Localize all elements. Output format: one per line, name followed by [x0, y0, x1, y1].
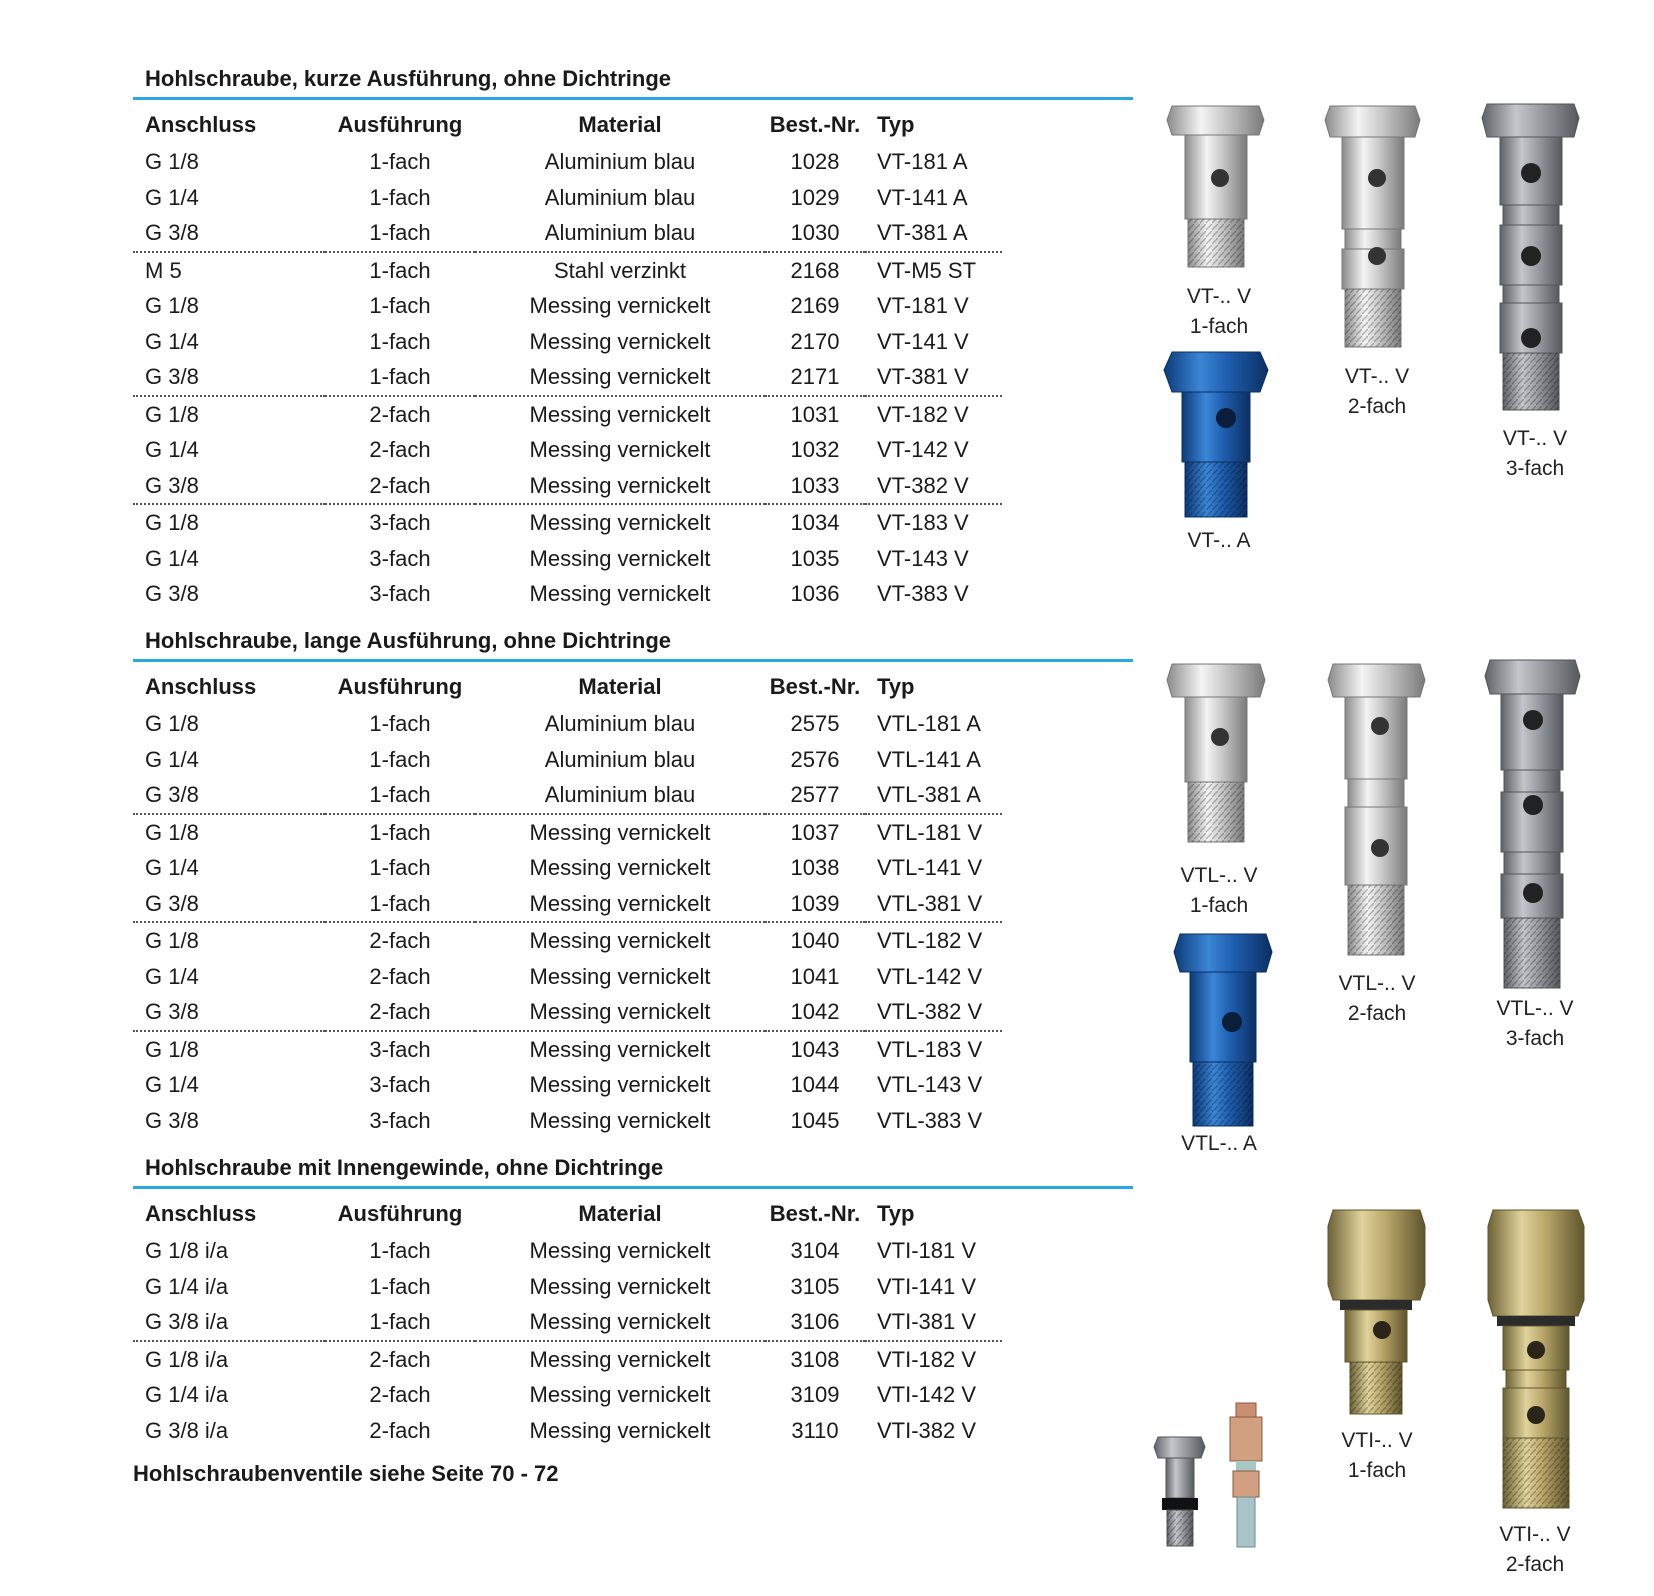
ausfuehrung-cell: 2-fach [369, 1382, 431, 1407]
anschluss-cell: G 1/8 [145, 1036, 199, 1062]
best-nr-cell: 2169 [790, 293, 840, 318]
column-header-material: Material [578, 112, 662, 138]
anschluss-cell: G 3/8 [133, 215, 325, 252]
caption-vt-v-2fach: VT-.. V 2-fach [1344, 365, 1410, 418]
ausfuehrung-cell: 3-fach [369, 1107, 431, 1133]
caption-vt-v-3fach: VT-.. V 3-fach [1502, 427, 1568, 480]
table-header-row [133, 668, 1002, 706]
anschluss-cell: G 3/8 i/a [133, 1304, 325, 1341]
typ-cell: VT-142 V [877, 437, 969, 462]
best-nr-cell: 3105 [790, 1273, 840, 1299]
material-cell: Messing vernickelt [529, 581, 711, 606]
ausfuehrung-cell: 2-fach [369, 963, 431, 989]
table-row [133, 180, 1002, 216]
best-nr-cell: 1038 [790, 855, 840, 880]
ausfuehrung-cell: 2-fach [369, 401, 431, 427]
column-header-best-nr: Best.-Nr. [769, 1201, 861, 1227]
anschluss-cell: G 3/8 [133, 359, 325, 396]
material-cell: Messing vernickelt [529, 1417, 711, 1443]
table-row [133, 777, 1002, 814]
section-rule [133, 97, 1133, 100]
table-row [133, 1103, 1002, 1139]
anschluss-cell: G 1/4 [145, 184, 199, 210]
ausfuehrung-cell: 1-fach [369, 184, 431, 210]
anschluss-cell: G 1/8 [145, 401, 199, 427]
column-header-best-nr: Best.-Nr. [769, 112, 861, 138]
column-header-best-nr: Best.-Nr. [769, 674, 861, 700]
ausfuehrung-cell: 1-fach [369, 819, 431, 845]
material-cell: Messing vernickelt [529, 545, 711, 571]
vtl-v-3fach-image [1485, 660, 1580, 988]
caption-vtl-v-3fach: VTL-.. V 3-fach [1496, 997, 1574, 1050]
anschluss-cell: G 1/8 [145, 293, 199, 318]
anschluss-cell: M 5 [145, 257, 182, 283]
footer-note: Hohlschraubenventile siehe Seite 70 - 72 [133, 1461, 559, 1486]
ausfuehrung-cell: 1-fach [325, 215, 475, 252]
typ-cell: VT-141 V [877, 328, 969, 354]
best-nr-cell: 3108 [790, 1346, 840, 1372]
best-nr-cell: 1040 [790, 928, 840, 953]
material-cell: Messing vernickelt [529, 510, 711, 535]
table-row [133, 850, 1002, 886]
ausfuehrung-cell: 1-fach [369, 328, 431, 354]
product-table [133, 1195, 1002, 1448]
best-nr-cell: 1030 [765, 215, 865, 252]
caption-vti-v-2fach: VTI-.. V 2-fach [1499, 1523, 1571, 1576]
material-cell: Messing vernickelt [529, 819, 711, 845]
ausfuehrung-cell: 1-fach [369, 711, 431, 736]
section-title: Hohlschraube, kurze Ausführung, ohne Dichtringe [145, 66, 672, 91]
table-row [133, 994, 1002, 1031]
caption-vti-v-1fach: VTI-.. V 1-fach [1341, 1429, 1413, 1482]
table-row [133, 922, 1002, 959]
column-header-ausfuehrung: Ausführung [337, 674, 463, 700]
ausfuehrung-cell: 2-fach [369, 928, 431, 953]
vtl-v-1fach-image [1167, 664, 1265, 842]
ausfuehrung-cell: 1-fach [369, 855, 431, 880]
typ-cell: VT-M5 ST [877, 257, 977, 283]
best-nr-cell: 3104 [790, 1238, 840, 1263]
typ-cell: VTI-182 V [877, 1346, 977, 1372]
caption-vt-a: VT-.. A [1187, 529, 1251, 552]
best-nr-cell: 3110 [791, 1417, 839, 1443]
best-nr-cell: 3109 [790, 1382, 840, 1407]
table-row [133, 252, 1002, 289]
best-nr-cell: 1039 [765, 886, 865, 923]
anschluss-cell: G 1/8 [145, 928, 199, 953]
ausfuehrung-cell: 2-fach [325, 468, 475, 505]
anschluss-cell: G 3/8 i/a [145, 1417, 229, 1443]
ausfuehrung-cell: 1-fach [369, 1273, 431, 1299]
best-nr-cell: 2171 [765, 359, 865, 396]
vti-v-2fach-image [1488, 1210, 1584, 1508]
caption-vt-v-1fach: VT-.. V 1-fach [1186, 285, 1252, 338]
column-header-typ: Typ [877, 112, 915, 138]
ausfuehrung-cell: 3-fach [369, 1036, 431, 1062]
material-cell: Messing vernickelt [475, 886, 765, 923]
table-row [133, 576, 1002, 612]
table-row [133, 432, 1002, 468]
ausfuehrung-cell: 1-fach [369, 1238, 431, 1263]
table-header-row [133, 1195, 1002, 1233]
material-cell: Messing vernickelt [529, 1238, 711, 1263]
table-row [133, 1067, 1002, 1103]
table-row [133, 1269, 1002, 1305]
product-table [133, 668, 1002, 1138]
typ-cell: VT-183 V [877, 510, 969, 535]
anschluss-cell: G 3/8 [145, 581, 199, 606]
typ-cell: VTI-381 V [865, 1304, 1002, 1341]
vt-v-2fach-image [1325, 106, 1420, 347]
typ-cell: VT-141 A [877, 184, 968, 210]
material-cell: Messing vernickelt [529, 437, 711, 462]
typ-cell: VT-143 V [877, 545, 969, 571]
table-header-row [133, 106, 1002, 144]
table-row [133, 742, 1002, 778]
ausfuehrung-cell: 1-fach [325, 777, 475, 814]
ausfuehrung-cell: 1-fach [369, 293, 431, 318]
table-row [133, 706, 1002, 742]
section-rule [133, 659, 1133, 662]
section-internal-thread [133, 1154, 1133, 1448]
material-cell: Stahl verzinkt [553, 257, 687, 283]
best-nr-cell: 2577 [765, 777, 865, 814]
best-nr-cell: 1029 [790, 184, 840, 210]
best-nr-cell: 2170 [790, 328, 840, 354]
typ-cell: VT-382 V [865, 468, 1002, 505]
material-cell: Messing vernickelt [529, 963, 711, 989]
best-nr-cell: 2575 [790, 711, 840, 736]
column-header-material: Material [578, 674, 662, 700]
caption-vtl-v-2fach: VTL-.. V 2-fach [1338, 972, 1416, 1025]
typ-cell: VTL-381 V [865, 886, 1002, 923]
vti-v-1fach-image [1328, 1210, 1425, 1414]
anschluss-cell: G 3/8 [133, 777, 325, 814]
product-table [133, 106, 1002, 612]
typ-cell: VTL-383 V [877, 1107, 983, 1133]
anschluss-cell: G 3/8 [133, 468, 325, 505]
ausfuehrung-cell: 3-fach [369, 545, 431, 571]
material-cell: Messing vernickelt [475, 468, 765, 505]
ausfuehrung-cell: 1-fach [325, 1304, 475, 1341]
table-row [133, 396, 1002, 433]
table-row [133, 504, 1002, 541]
anschluss-cell: G 3/8 [133, 994, 325, 1031]
anschluss-cell: G 1/8 i/a [145, 1346, 229, 1372]
typ-cell: VTI-181 V [877, 1238, 977, 1263]
typ-cell: VTI-382 V [877, 1417, 977, 1443]
anschluss-cell: G 1/8 [145, 510, 199, 535]
ausfuehrung-cell: 1-fach [369, 149, 431, 174]
typ-cell: VTL-182 V [877, 928, 983, 953]
anschluss-cell: G 1/4 [145, 545, 199, 571]
material-cell: Messing vernickelt [529, 1107, 711, 1133]
anschluss-cell: G 1/8 i/a [145, 1238, 229, 1263]
table-row [133, 215, 1002, 252]
section-long [133, 627, 1133, 1138]
section-rule [133, 1186, 1133, 1189]
best-nr-cell: 1045 [790, 1107, 840, 1133]
typ-cell: VT-182 V [877, 401, 969, 427]
best-nr-cell: 1043 [790, 1036, 840, 1062]
material-cell: Messing vernickelt [529, 1072, 711, 1097]
material-cell: Aluminium blau [475, 215, 765, 252]
best-nr-cell: 1028 [790, 149, 840, 174]
best-nr-cell: 1032 [790, 437, 840, 462]
best-nr-cell: 1044 [790, 1072, 840, 1097]
caption-vtl-a: VTL-.. A [1181, 1132, 1257, 1155]
material-cell: Messing vernickelt [529, 1273, 711, 1299]
anschluss-cell: G 1/8 [145, 711, 199, 736]
table-row [133, 1031, 1002, 1068]
column-header-ausfuehrung: Ausführung [337, 112, 463, 138]
table-row [133, 814, 1002, 851]
vt-v-1fach-image [1167, 106, 1264, 267]
section-short [133, 65, 1133, 612]
ausfuehrung-cell: 2-fach [369, 437, 431, 462]
material-cell: Messing vernickelt [529, 328, 711, 354]
material-cell: Aluminium blau [544, 746, 696, 772]
ausfuehrung-cell: 1-fach [369, 257, 431, 283]
anschluss-cell: G 1/4 [145, 1072, 199, 1097]
column-header-anschluss: Anschluss [145, 112, 257, 138]
typ-cell: VTL-381 A [865, 777, 1002, 814]
anschluss-cell: G 3/8 [133, 886, 325, 923]
material-cell: Messing vernickelt [475, 994, 765, 1031]
anschluss-cell: G 1/8 [145, 149, 199, 174]
table-row [133, 1233, 1002, 1269]
typ-cell: VTI-141 V [877, 1273, 977, 1299]
anschluss-cell: G 1/8 [145, 819, 199, 845]
material-cell: Messing vernickelt [529, 928, 711, 953]
table-row [133, 1413, 1002, 1449]
typ-cell: VTL-141 V [877, 855, 983, 880]
best-nr-cell: 1042 [765, 994, 865, 1031]
best-nr-cell: 1037 [790, 819, 840, 845]
typ-cell: VT-381 A [865, 215, 1002, 252]
best-nr-cell: 2168 [790, 257, 840, 283]
ausfuehrung-cell: 3-fach [369, 581, 431, 606]
material-cell: Aluminium blau [544, 184, 696, 210]
column-header-anschluss: Anschluss [145, 674, 257, 700]
anschluss-cell: G 3/8 [145, 1107, 199, 1133]
material-cell: Aluminium blau [544, 149, 696, 174]
ausfuehrung-cell: 1-fach [369, 746, 431, 772]
table-row [133, 468, 1002, 505]
section-title: Hohlschraube, lange Ausführung, ohne Dichtringe [145, 628, 671, 653]
anschluss-cell: G 1/4 [145, 855, 199, 880]
material-cell: Messing vernickelt [529, 855, 711, 880]
best-nr-cell: 1031 [790, 401, 840, 427]
anschluss-cell: G 1/4 [145, 746, 199, 772]
material-cell: Messing vernickelt [529, 1382, 711, 1407]
material-cell: Messing vernickelt [529, 401, 711, 427]
ausfuehrung-cell: 3-fach [369, 1072, 431, 1097]
column-header-anschluss: Anschluss [145, 1201, 257, 1227]
caption-vtl-v-1fach: VTL-.. V 1-fach [1180, 864, 1258, 917]
table-row [133, 324, 1002, 360]
vt-a-image [1164, 352, 1268, 517]
typ-cell: VT-383 V [877, 581, 969, 606]
ausfuehrung-cell: 3-fach [369, 510, 431, 535]
table-row [133, 541, 1002, 577]
typ-cell: VTL-382 V [865, 994, 1002, 1031]
best-nr-cell: 1033 [765, 468, 865, 505]
column-header-typ: Typ [877, 1201, 915, 1227]
material-cell: Messing vernickelt [529, 1346, 711, 1372]
ausfuehrung-cell: 1-fach [325, 359, 475, 396]
vtl-v-2fach-image [1328, 664, 1425, 955]
table-row [133, 1304, 1002, 1341]
section-title: Hohlschraube mit Innengewinde, ohne Dichtringe [145, 1155, 664, 1180]
ausfuehrung-cell: 2-fach [325, 994, 475, 1031]
vt-v-3fach-image [1482, 104, 1579, 410]
table-row [133, 886, 1002, 923]
typ-cell: VT-381 V [865, 359, 1002, 396]
column-header-typ: Typ [877, 674, 915, 700]
typ-cell: VTL-181 V [877, 819, 983, 845]
ausfuehrung-cell: 2-fach [369, 1346, 431, 1372]
table-row [133, 359, 1002, 396]
material-cell: Messing vernickelt [529, 1036, 711, 1062]
column-header-ausfuehrung: Ausführung [337, 1201, 463, 1227]
anschluss-cell: G 1/4 i/a [145, 1273, 229, 1299]
anschluss-cell: G 1/4 [145, 963, 199, 989]
typ-cell: VTL-142 V [877, 963, 983, 989]
material-cell: Messing vernickelt [529, 293, 711, 318]
column-header-material: Material [578, 1201, 662, 1227]
anschluss-cell: G 1/4 [145, 328, 199, 354]
best-nr-cell: 3106 [765, 1304, 865, 1341]
vtl-a-image [1174, 934, 1272, 1126]
table-row [133, 959, 1002, 995]
anschluss-cell: G 1/4 [145, 437, 199, 462]
material-cell: Messing vernickelt [475, 359, 765, 396]
table-row [133, 1377, 1002, 1413]
typ-cell: VTL-183 V [877, 1036, 983, 1062]
table-row [133, 1341, 1002, 1378]
best-nr-cell: 1041 [790, 963, 840, 989]
material-cell: Messing vernickelt [475, 1304, 765, 1341]
table-row [133, 144, 1002, 180]
best-nr-cell: 1035 [790, 545, 840, 571]
small-valves-image [1154, 1403, 1262, 1547]
typ-cell: VT-181 A [877, 149, 968, 174]
typ-cell: VTL-141 A [877, 746, 981, 772]
material-cell: Aluminium blau [544, 711, 696, 736]
material-cell: Aluminium blau [475, 777, 765, 814]
anschluss-cell: G 1/4 i/a [145, 1382, 229, 1407]
best-nr-cell: 1034 [790, 510, 840, 535]
best-nr-cell: 1036 [790, 581, 840, 606]
ausfuehrung-cell: 2-fach [369, 1417, 431, 1443]
typ-cell: VTL-181 A [877, 711, 981, 736]
table-row [133, 288, 1002, 324]
typ-cell: VTI-142 V [877, 1382, 977, 1407]
best-nr-cell: 2576 [790, 746, 840, 772]
typ-cell: VT-181 V [877, 293, 969, 318]
typ-cell: VTL-143 V [877, 1072, 983, 1097]
ausfuehrung-cell: 1-fach [325, 886, 475, 923]
